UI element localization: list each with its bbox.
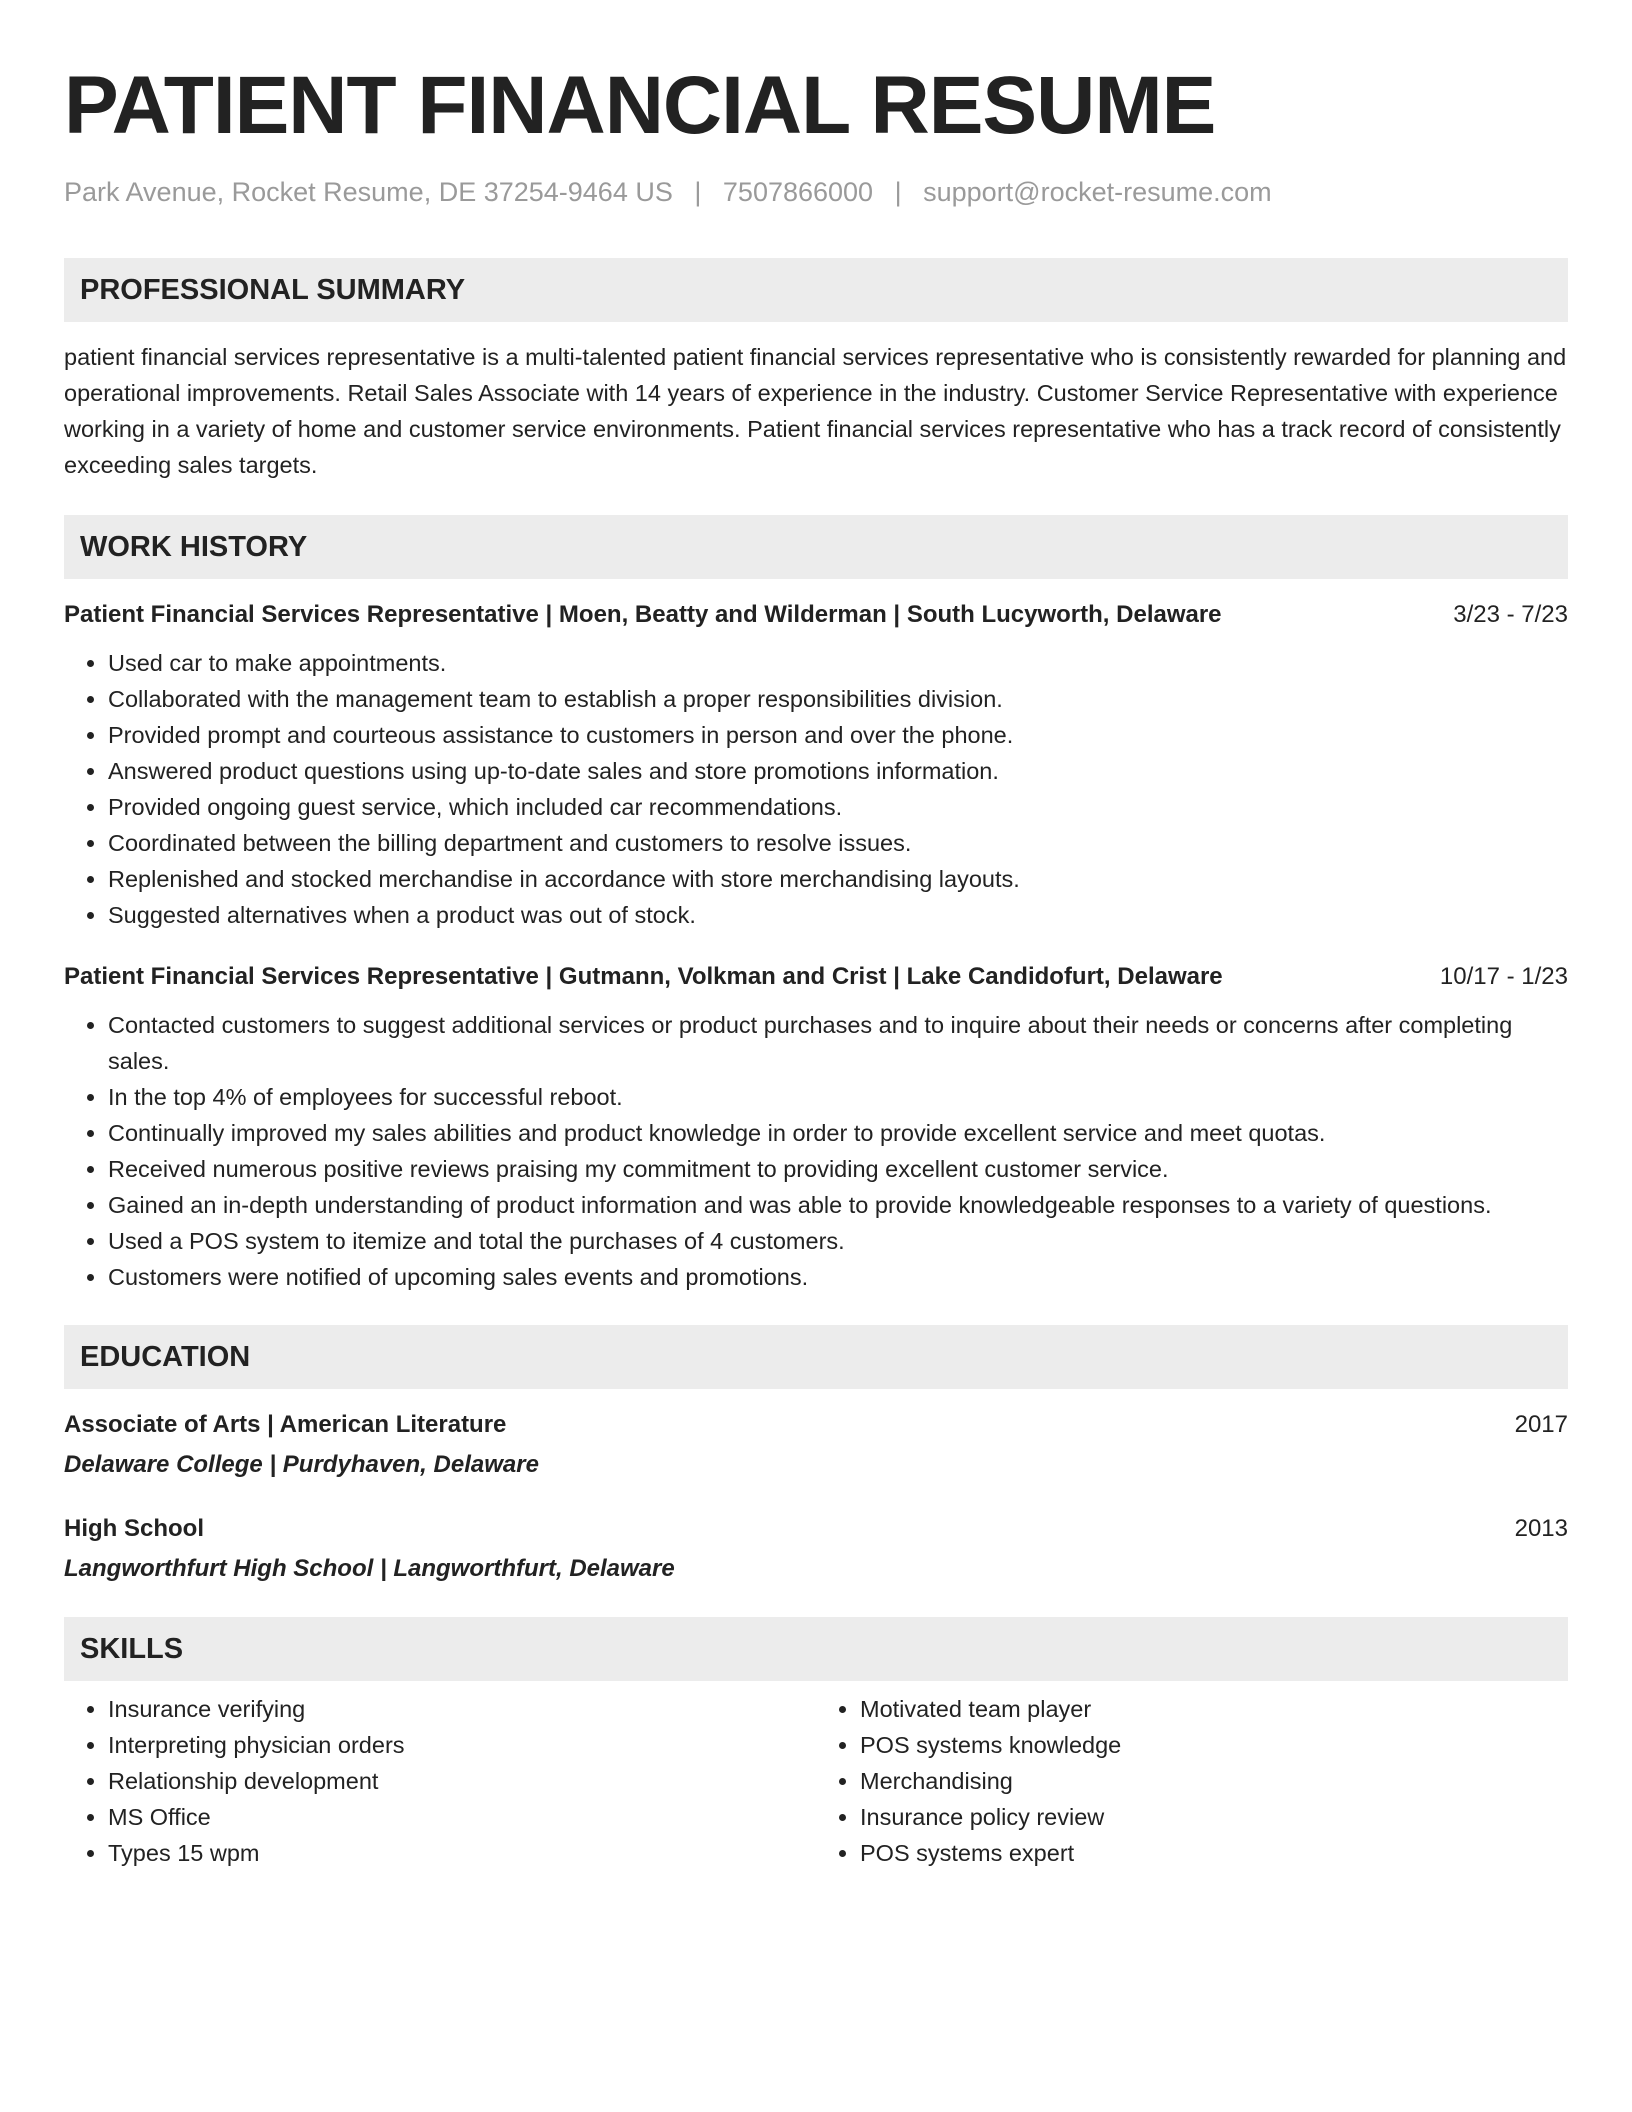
education-degree: High School bbox=[64, 1515, 204, 1542]
section-heading-summary: PROFESSIONAL SUMMARY bbox=[64, 258, 1568, 322]
job-entry bbox=[64, 959, 1568, 1295]
job-bullet: • Suggested alternatives when a product was out of stock. bbox=[108, 897, 1568, 933]
contact-separator: | bbox=[694, 177, 702, 207]
education-header bbox=[64, 1407, 1568, 1443]
education-year: 2017 bbox=[1514, 1411, 1568, 1438]
job-date: 3/23 - 7/23 bbox=[1453, 601, 1568, 628]
job-bullet: • Provided prompt and courteous assistance to customers in person and over the phone. bbox=[108, 717, 1568, 753]
skill-item: • Relationship development bbox=[108, 1763, 816, 1799]
job-header bbox=[64, 597, 1568, 633]
job-bullet: • Received numerous positive reviews praising my commitment to providing excellent customer service. bbox=[108, 1151, 1568, 1187]
contact-email: support@rocket-resume.com bbox=[923, 177, 1272, 207]
skills-column-left bbox=[64, 1691, 816, 1871]
job-bullet: • Contacted customers to suggest additional services or product purchases and to inquire about their needs or concerns after completing sales. bbox=[108, 1007, 1568, 1079]
skill-item: • Insurance policy review bbox=[860, 1799, 1568, 1835]
contact-phone: 7507866000 bbox=[722, 177, 874, 207]
job-bullets bbox=[64, 645, 1568, 933]
resume-name: PATIENT FINANCIAL RESUME bbox=[64, 60, 1216, 151]
job-bullet: • In the top 4% of employees for successful reboot. bbox=[108, 1079, 1568, 1115]
education-entry bbox=[64, 1407, 1568, 1483]
job-bullet: • Continually improved my sales abilities and product knowledge in order to provide excellent service and meet quotas. bbox=[108, 1115, 1568, 1151]
skill-item: • Motivated team player bbox=[860, 1691, 1568, 1727]
skill-item: • POS systems expert bbox=[860, 1835, 1568, 1871]
skill-item: • Interpreting physician orders bbox=[108, 1727, 816, 1763]
education-entry bbox=[64, 1511, 1568, 1587]
education-school: Delaware College | Purdyhaven, Delaware bbox=[64, 1451, 539, 1478]
job-bullet: • Gained an in-depth understanding of product information and was able to provide knowledgeable responses to a variety of questions. bbox=[108, 1187, 1568, 1223]
education-header bbox=[64, 1511, 1568, 1547]
job-bullet: • Answered product questions using up-to-date sales and store promotions information. bbox=[108, 753, 1568, 789]
job-bullet: • Used car to make appointments. bbox=[108, 645, 1568, 681]
job-bullet: • Replenished and stocked merchandise in accordance with store merchandising layouts. bbox=[108, 861, 1568, 897]
skill-item: • POS systems knowledge bbox=[860, 1727, 1568, 1763]
skills-column-right bbox=[816, 1691, 1568, 1871]
job-bullet: • Provided ongoing guest service, which included car recommendations. bbox=[108, 789, 1568, 825]
skill-item: • Insurance verifying bbox=[108, 1691, 816, 1727]
skill-item: • Types 15 wpm bbox=[108, 1835, 816, 1871]
job-title: Patient Financial Services Representative | Moen, Beatty and Wilderman | South Lucyworth, Delaware bbox=[64, 601, 1222, 628]
job-bullet: • Customers were notified of upcoming sales events and promotions. bbox=[108, 1259, 1568, 1295]
contact-address: Park Avenue, Rocket Resume, DE 37254-9464 US bbox=[64, 177, 673, 207]
job-bullet: • Used a POS system to itemize and total the purchases of 4 customers. bbox=[108, 1223, 1568, 1259]
skill-item: • MS Office bbox=[108, 1799, 816, 1835]
job-bullet: • Collaborated with the management team to establish a proper responsibilities division. bbox=[108, 681, 1568, 717]
section-heading-skills: SKILLS bbox=[64, 1617, 1568, 1681]
section-heading-education: EDUCATION bbox=[64, 1325, 1568, 1389]
job-header bbox=[64, 959, 1568, 995]
job-bullet: • Coordinated between the billing department and customers to resolve issues. bbox=[108, 825, 1568, 861]
summary-text: patient financial services representative is a multi-talented patient financial services representative who is consistently rewarded for planning and operational improvements. Retail Sales Associate with 14 years of experience in the industry. Customer Service Representative with experience working in a variety of home and customer service environments. Patient financial services representative who has a track record of consistently exceeding sales targets. bbox=[64, 344, 1567, 478]
job-entry bbox=[64, 597, 1568, 933]
education-year: 2013 bbox=[1514, 1515, 1568, 1542]
contact-separator: | bbox=[894, 177, 902, 207]
skill-item: • Merchandising bbox=[860, 1763, 1568, 1799]
job-bullets bbox=[64, 1007, 1568, 1295]
education-school: Langworthfurt High School | Langworthfurt, Delaware bbox=[64, 1555, 675, 1582]
job-title: Patient Financial Services Representative | Gutmann, Volkman and Crist | Lake Candidofurt, Delaware bbox=[64, 963, 1223, 990]
contact-line bbox=[64, 176, 1568, 208]
skills-list bbox=[64, 1691, 1568, 1871]
section-heading-work: WORK HISTORY bbox=[64, 515, 1568, 579]
job-date: 10/17 - 1/23 bbox=[1439, 963, 1568, 990]
education-degree: Associate of Arts | American Literature bbox=[64, 1411, 507, 1438]
